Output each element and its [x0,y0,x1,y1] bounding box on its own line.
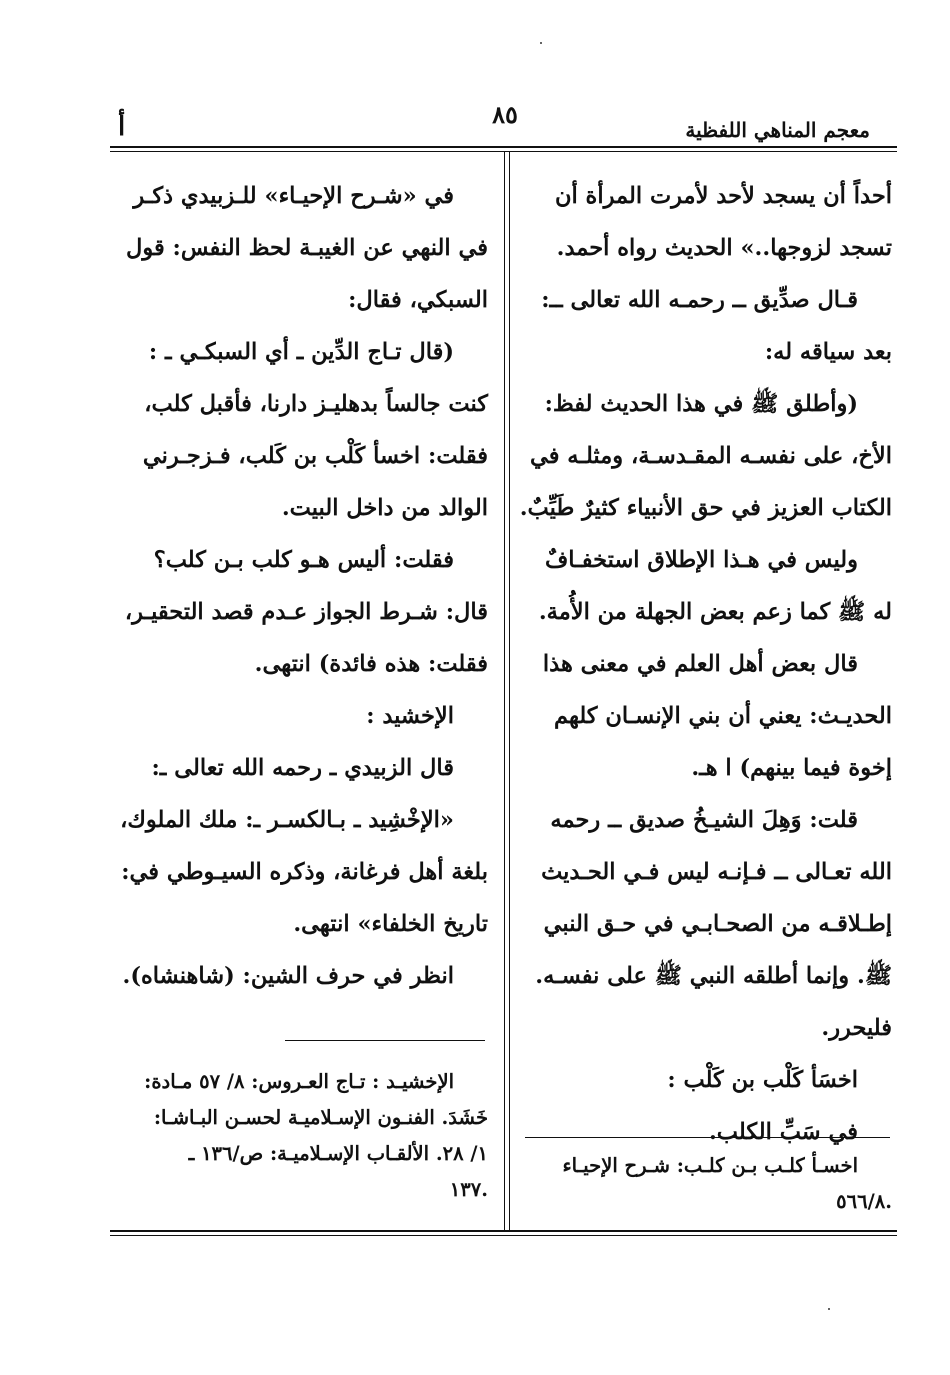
footnote-line: اخسـأ كلـب بـن كلـب: شـرح الإحيـاء [562,1154,858,1177]
text-line: قـال صدِّيق ــ رحمـه الله تعالى ــ: [541,287,858,313]
text-line: قال: شـرط الجواز عـدم قصد التحقيـر، [124,599,488,625]
text-line: إطـلاقـه من الصحـابـي في حـق النبي [543,911,892,937]
footnote-line: خَشَدَ. الفنـون الإسـلاميـة لحسـن البـاشـا: [153,1106,488,1129]
text-line: الوالد من داخل البيت. [281,495,488,521]
text-line: قال بعض أهل العلم في معنى هذا [542,651,858,677]
text-line: الأخ، على نفسـه المقـدسـة، ومثلـه في [529,443,892,469]
text-line: أحداً أن يسجد لأحد لأمرت المرأة أن [554,183,892,209]
text-line: فليحرر. [821,1015,892,1041]
text-line: السبكي، فقال: [348,287,488,313]
header-rule-top [110,146,897,148]
text-line: (وأطلق ﷺ في هذا الحديث لفظ: [544,391,858,417]
section-letter: أ [118,112,126,142]
page-number: ٨٥ [492,100,518,129]
text-line: قال الزبيدي ـ رحمه الله تعالى ـ: [151,755,454,781]
text-line: انظر في حرف الشين: (شاهنشاه). [122,963,454,989]
footnote-line: الإخشيـد : تـاج العـروس: ٨/ ٥٧ مـادة: [144,1070,454,1093]
text-line: فقلت: أليس هـو كلب بـن كلب؟ [153,547,454,573]
text-line: قلت: وَهِلَ الشيـخُ صديق ــ رحمه [550,807,858,833]
text-line: في سَبِّ الكلب. [708,1119,858,1145]
right-footnote [520,1148,892,1220]
footer-rule-top [110,1230,897,1232]
entry-heading: اخسَأ كَلْب بن كَلْب : [667,1067,858,1093]
left-footnote-separator [285,1040,485,1041]
text-line: فقلت: اخسأ كَلْب بن كَلب، فـزجـرني [142,443,488,469]
text-line: في النهي عن الغيبـة لحظ النفس: قول [125,235,488,261]
book-title: معجم المناهي اللفظية [685,118,870,142]
text-line: «الإخْشِيد ـ بـالكسـر ـ: ملك الملوك، [120,807,454,833]
column-divider-2 [509,152,510,1230]
text-line: تاريخ الخلفاء» انتهى. [293,911,488,937]
text-line: الكتاب العزيز في حق الأنبياء كثيرٌ طَيِّبٌ. [519,495,892,521]
right-column [520,170,892,1158]
text-line: له ﷺ كما زعم بعض الجهلة من الأُمة. [538,599,892,625]
footnote-line: .٥٦٦/٨ [836,1190,892,1213]
text-line: تسجد لزوجها..» الحديث رواه أحمد. [556,235,892,261]
scan-speck [828,1308,830,1310]
text-line: بلغة أهل فرغانة، وذكره السيـوطي في: [121,859,488,885]
left-column [112,170,488,1002]
footer-rule-bottom [110,1235,897,1236]
text-line: إخوة فيما بينهم) ا هـ. [691,755,892,781]
text-line: وليس في هـذا الإطلاق استخفـافٌ [544,547,858,573]
text-line: في «شـرح الإحيـاء» للـزبيدي ذكـر [133,183,454,209]
footnote-line: .١٣٧ [449,1178,488,1201]
text-line: الله تعـالى ــ فـإنـه ليس فـي الحـديث [541,859,892,885]
footnote-line: ١/ ٢٨. الألقـاب الإسـلاميـة: ص/١٣٦ ـ [188,1142,488,1165]
entry-heading: الإخشيد : [366,703,454,729]
scan-speck [540,42,542,44]
text-line: (قال تـاج الدِّين ـ أي السبكـي ـ : [148,339,454,365]
text-line: كنت جالساً بدهليـز دارنا، فأقبل كلب، [144,391,488,417]
text-line: فقلت: هذه فائدة) انتهى. [254,651,488,677]
column-divider [504,152,505,1230]
text-line: الحديـث: يعني أن بني الإنسـان كلهم [554,703,892,729]
left-footnote [112,1064,488,1208]
text-line: بعد سياقه له: [764,339,892,365]
text-line: ﷺ. وإنما أطلقه النبي ﷺ على نفسـه. [535,963,892,989]
